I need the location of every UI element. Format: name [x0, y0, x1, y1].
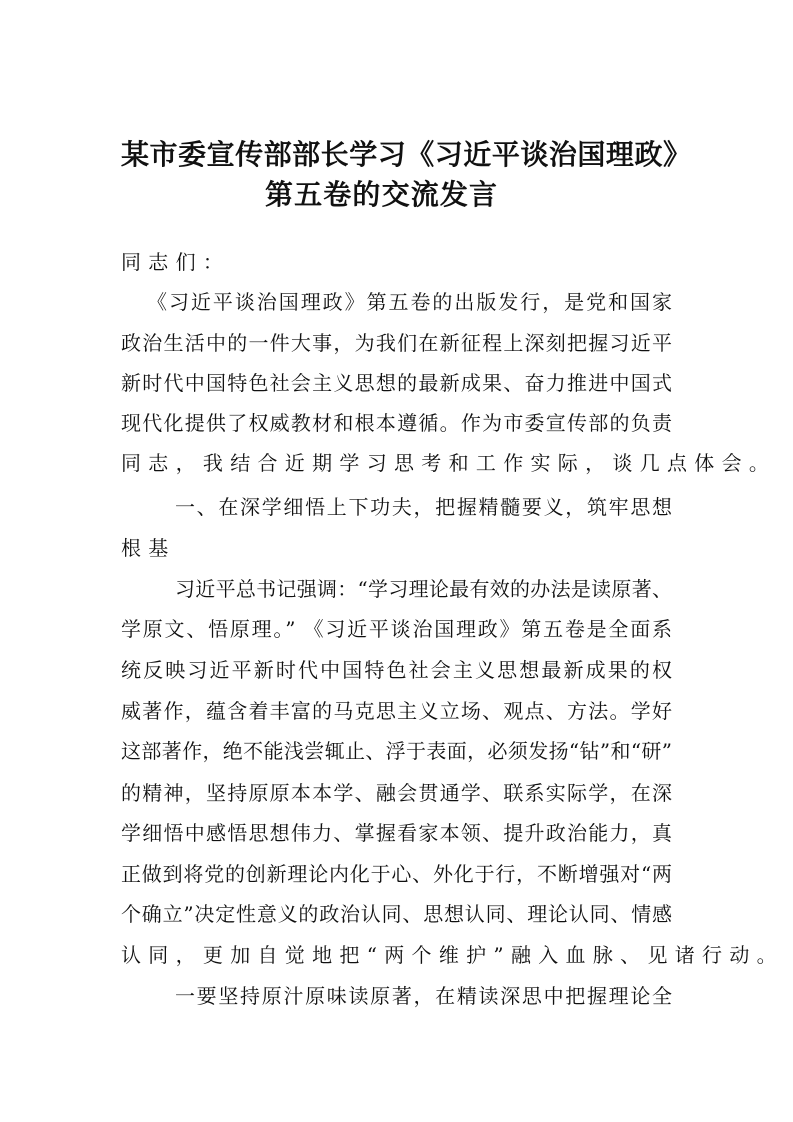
body-line: 一要坚持原汁原味读原著，在精读深思中把握理论全 [175, 984, 672, 1008]
body-line: 习近平总书记强调：“学习理论最有效的办法是读原著、 [175, 577, 672, 601]
body-line: 这部著作，绝不能浅尝辄止、浮于表面，必须发扬“钻”和“研” [121, 739, 672, 763]
document-title-line-1: 某市委宣传部部长学习《习近平谈治国理政》 [121, 138, 691, 171]
body-line: 学细悟中感悟思想伟力、掌握看家本领、提升政治能力，真 [121, 821, 672, 845]
body-line: 认同，更加自觉地把“两个维护”融入血脉、见诸行动。 [121, 943, 784, 967]
body-line: 个确立”决定性意义的政治认同、思想认同、理论认同、情感 [121, 902, 672, 926]
salutation: 同志们： [121, 250, 231, 274]
body-line: 同志，我结合近期学习思考和工作实际，谈几点体会。 [121, 451, 777, 475]
body-line: 学原文、悟原理。” 《习近平谈治国理政》第五卷是全面系 [121, 617, 672, 641]
body-line: 正做到将党的创新理论内化于心、外化于行，不断增强对“两 [121, 862, 672, 886]
body-line: 《习近平谈治国理政》第五卷的出版发行，是党和国家 [147, 290, 672, 314]
body-line: 的精神，坚持原原本本学、融会贯通学、联系实际学，在深 [121, 781, 672, 805]
body-line: 政治生活中的一件大事，为我们在新征程上深刻把握习近平 [121, 331, 672, 355]
body-line: 新时代中国特色社会主义思想的最新成果、奋力推进中国式 [121, 371, 672, 395]
section-heading: 一、在深学细悟上下功夫，把握精髓要义，筑牢思想 [175, 495, 672, 519]
section-heading: 根基 [121, 536, 176, 560]
body-line: 统反映习近平新时代中国特色社会主义思想最新成果的权 [121, 658, 672, 682]
body-line: 现代化提供了权威教材和根本遵循。作为市委宣传部的负责 [121, 411, 672, 435]
body-line: 威著作，蕴含着丰富的马克思主义立场、观点、方法。学好 [121, 699, 672, 723]
document-title-line-2: 第五卷的交流发言 [265, 178, 497, 211]
